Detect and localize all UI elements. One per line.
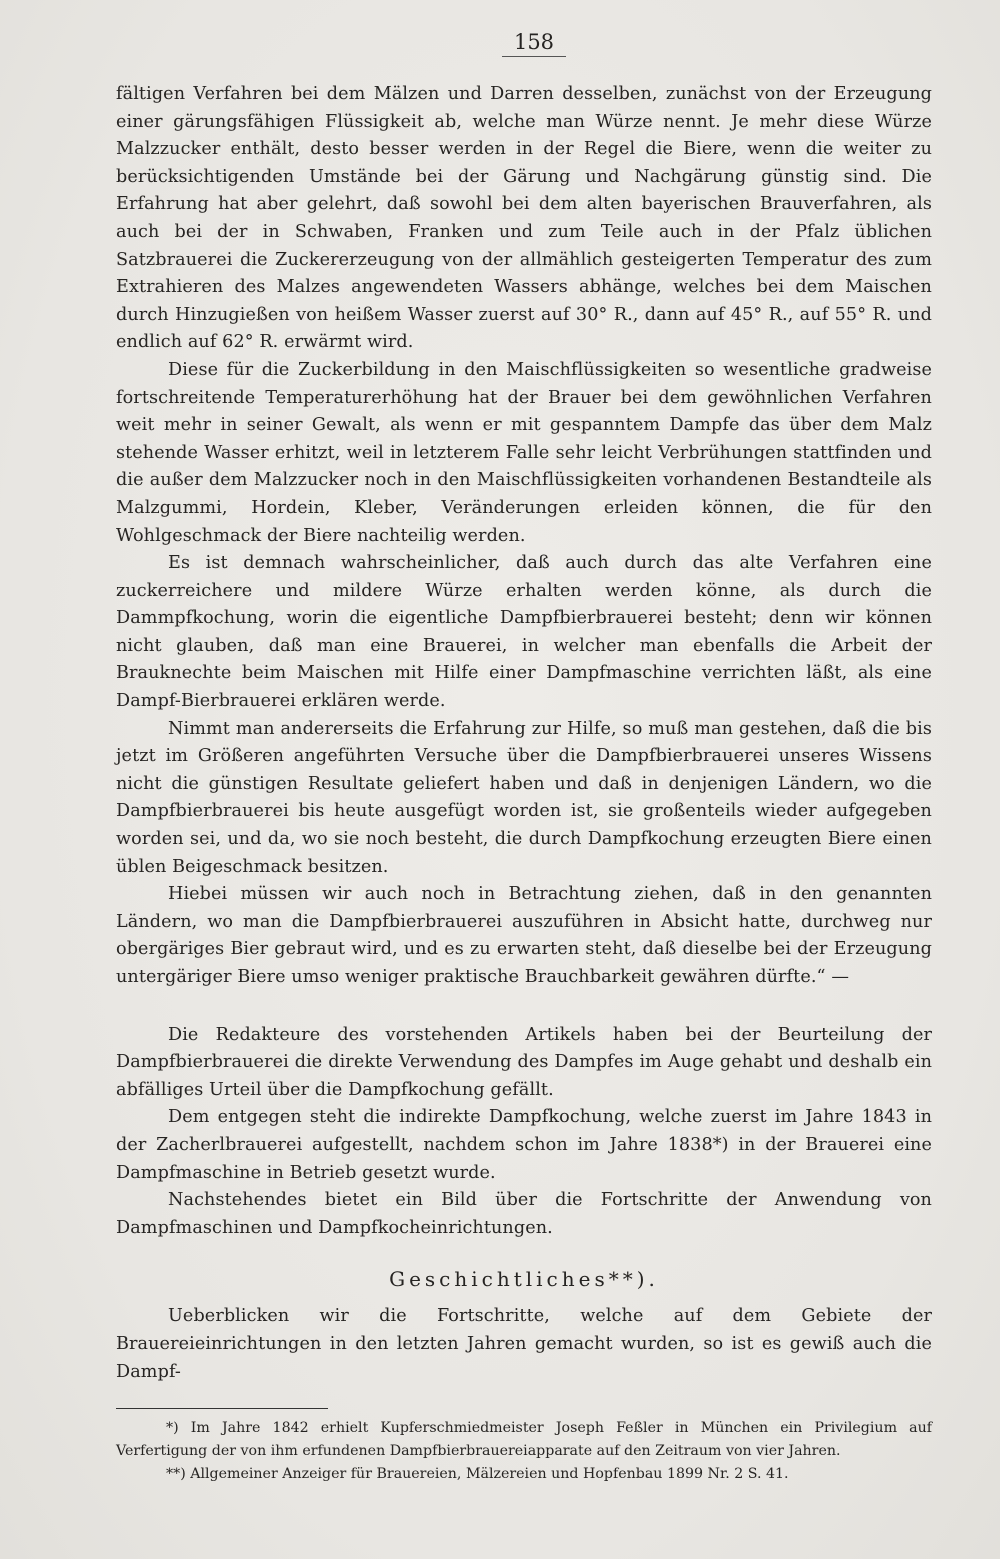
footnote: *) Im Jahre 1842 erhielt Kupferschmiedmeister Joseph Feßler in München ein Privilegium auf Verfertigung der von ihm erfundenen Dampfbierbrauereiapparate auf den Zeitraum von vier Jahren. <box>116 1420 932 1460</box>
body-paragraph: Ueberblicken wir die Fortschritte, welche auf dem Gebiete der Brauereieinrichtungen in den letzten Jahren gemacht wurden, so ist es gewiß auch die Dampf- <box>116 1306 932 1382</box>
body-paragraph: Nimmt man andererseits die Erfahrung zur Hilfe, so muß man gestehen, daß die bis jetzt im Größeren angeführten Versuche über die Dampfbierbrauerei unseres Wissens nicht die günstigen Resultate geliefert haben und daß in denjenigen Ländern, wo die Dampfbierbrauerei bis heute ausgefügt worden ist, sie großenteils wieder aufgegeben worden sei, und da, wo sie noch besteht, die durch Dampfkochung erzeugten Biere einen üblen Beigeschmack besitzen. <box>116 718 932 877</box>
body-paragraph: Hiebei müssen wir auch noch in Betrachtung ziehen, daß in den genannten Ländern, wo man die Dampfbierbrauerei auszuführen in Absicht hatte, durchweg nur obergäriges Bier gebraut wird, und es zu erwarten steht, daß dieselbe bei der Erzeugung untergäriger Biere umso weniger praktische Brauchbarkeit gewähren dürfte.“ — <box>116 884 932 987</box>
section-gap <box>116 992 932 1022</box>
section-heading: Geschichtliches**). <box>389 1267 659 1292</box>
body-paragraph: Es ist demnach wahrscheinlicher, daß auch durch das alte Verfahren eine zuckerreichere und mildere Würze erhalten werden könne, als durch die Dammpfkochung, worin die eigentliche Dampfbierbrauerei besteht; denn wir können nicht glauben, daß man eine Brauerei, in welcher man ebenfalls die Arbeit der Brauknechte beim Maischen mit Hilfe einer Dampfmaschine verrichten läßt, als eine Dampf-Bierbrauerei erklären werde. <box>116 553 932 712</box>
body-paragraph: fältigen Verfahren bei dem Mälzen und Darren desselben, zunächst von der Erzeugung einer gärungsfähigen Flüssigkeit ab, welche man Würze nennt. Je mehr diese Würze Malzzucker enthält, desto besser werden in der Regel die Biere, wenn die weiter zu berücksichtigenden Umstände bei der Gärung und Nachgärung günstig sind. Die Erfahrung hat aber gelehrt, daß sowohl bei dem alten bayerischen Brauverfahren, als auch bei der in Schwaben, Franken und zum Teile auch in der Pfalz üblichen Satzbrauerei die Zuckererzeugung von der allmählich gesteigerten Temperatur des zum Extrahieren des Malzes angewendeten Wassers abhänge, welches bei dem Maischen durch Hinzugießen von heißem Wasser zuerst auf 30° R., dann auf 45° R., auf 55° R. und endlich auf 62° R. erwärmt wird. <box>116 84 932 353</box>
footnote: **) Allgemeiner Anzeiger für Brauereien, Mälzereien und Hopfenbau 1899 Nr. 2 S. 41. <box>166 1466 789 1483</box>
body-paragraph: Dem entgegen steht die indirekte Dampfkochung, welche zuerst im Jahre 1843 in der Zacherlbrauerei aufgestellt, nachdem schon im Jahre 1838*) in der Brauerei eine Dampfmaschine in Betrieb gesetzt wurde. <box>116 1107 932 1183</box>
body-paragraph: Diese für die Zuckerbildung in den Maischflüssigkeiten so wesentliche gradweise fortschreitende Temperaturerhöhung hat der Brauer bei dem gewöhnlichen Verfahren weit mehr in seiner Gewalt, als wenn er mit gespanntem Dampfe das über dem Malz stehende Wasser erhitzt, weil in letzterem Falle sehr leicht Verbrühungen stattfinden und die außer dem Malzzucker noch in den Maischflüssigkeiten vorhandenen Bestandteile als Malzgummi, Hordein, Kleber, Veränderungen erleiden können, die für den Wohlgeschmack der Biere nachteilig werden. <box>116 359 932 546</box>
body-paragraph: Nachstehendes bietet ein Bild über die Fortschritte der Anwendung von Dampfmaschinen und Dampfkocheinrichtungen. <box>116 1190 932 1238</box>
body-paragraph: Die Redakteure des vorstehenden Artikels haben bei der Beurteilung der Dampfbierbrauerei die direkte Verwendung des Dampfes im Auge gehabt und deshalb ein abfälliges Urteil über die Dampfkochung gefällt. <box>116 1024 932 1100</box>
page-number: 158 <box>116 30 932 57</box>
footnote-divider <box>116 1408 328 1409</box>
